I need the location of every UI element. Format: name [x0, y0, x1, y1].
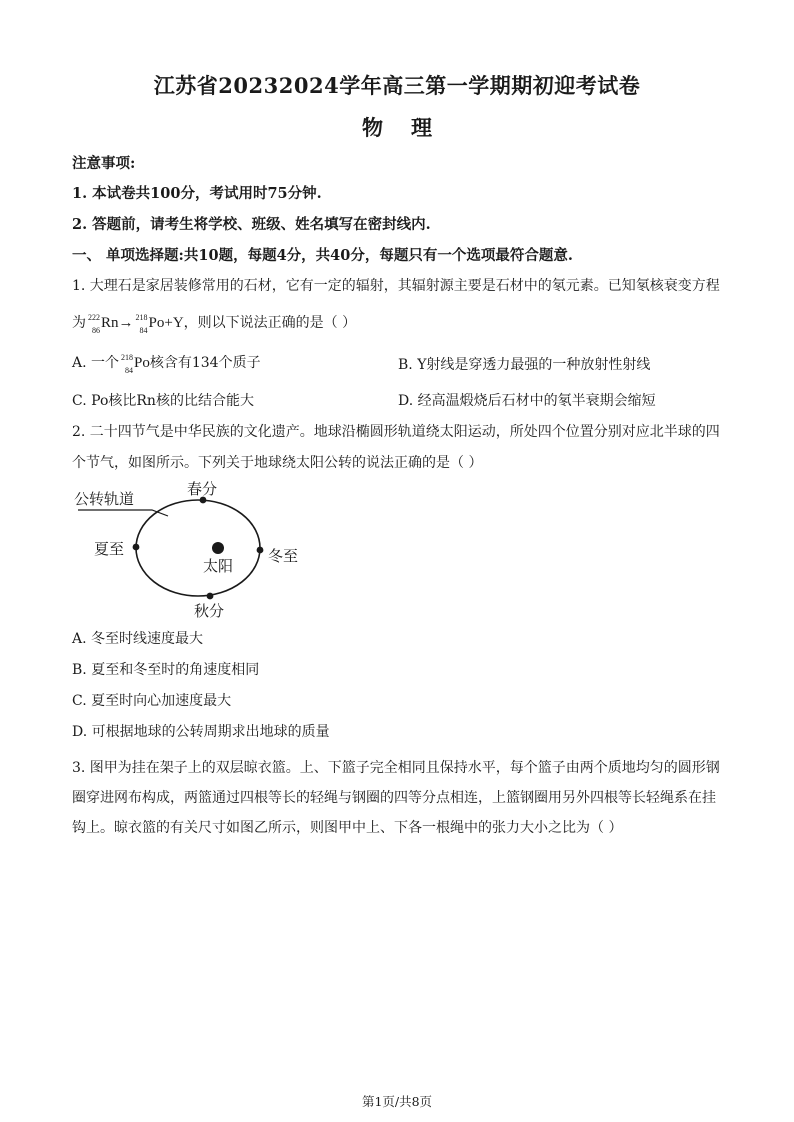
rn-atomic-number: 86	[92, 325, 100, 335]
po-symbol: Po	[148, 315, 165, 331]
orbit-diagram	[70, 476, 320, 626]
q3-stem-line1: 3. 图甲为挂在架子上的双层晾衣篮。上、下篮子完全相同且保持水平，每个篮子由两个质地均匀的圆形钢	[72, 760, 720, 776]
q1-option-a-post: 核含有134个质子	[149, 355, 261, 371]
subject-char-1: 物	[362, 115, 383, 140]
orbit-label: 公转轨道	[74, 490, 135, 508]
q2-option-c[interactable]: C. 夏至时向心加速度最大	[72, 693, 232, 709]
decay-equation	[86, 312, 184, 335]
sun-label: 太阳	[203, 557, 234, 575]
po-atomic-number-a: 84	[125, 365, 134, 375]
page-number: 第1页/共8页	[361, 1094, 433, 1109]
rn-nuclide-indices	[86, 313, 100, 335]
rn-symbol: Rn	[101, 315, 119, 331]
notes-item-2: 2. 答题前，请考生将学校、班级、姓名填写在密封线内.	[72, 216, 431, 233]
q1-option-c[interactable]: C. Po核比Rn核的比结合能大	[72, 393, 254, 409]
winter-label: 冬至	[268, 547, 299, 565]
q3-stem-line2: 圈穿进网布构成，两篮通过四根等长的轻绳与钢圈的四等分点相连，上篮钢圈用另外四根等长轻绳系在挂	[72, 790, 716, 806]
q1-prefix: 为	[72, 315, 86, 331]
po-mass-number-a: 218	[121, 352, 134, 362]
q1-stem-line1: 1. 大理石是家居装修常用的石材，它有一定的辐射，其辐射源主要是石材中的氡元素。已知氡核衰变方程	[72, 278, 720, 294]
exam-title: 江苏省20232024学年高三第一学期期初迎考试卷	[153, 73, 641, 98]
po-nuclide-indices	[134, 313, 148, 335]
sun-icon	[212, 542, 224, 554]
q3-stem-line3: 钩上。晾衣篮的有关尺寸如图乙所示，则图甲中上、下各一根绳中的张力大小之比为（ ）	[72, 820, 623, 836]
notes-heading: 注意事项:	[72, 155, 136, 172]
notes-item-1: 1. 本试卷共100分，考试用时75分钟.	[72, 185, 322, 202]
q1-suffix: ，则以下说法正确的是（ ）	[183, 315, 357, 331]
q2-stem-line2: 个节气，如图所示。下列关于地球绕太阳公转的说法正确的是（ ）	[72, 455, 483, 471]
subject-title	[0, 112, 794, 142]
q2-option-b[interactable]: B. 夏至和冬至时的角速度相同	[72, 662, 260, 678]
po-mass-number: 218	[135, 312, 148, 322]
autumn-label: 秋分	[194, 602, 225, 620]
q1-option-a-nuclide	[119, 352, 150, 375]
q1-option-a-pre: A. 一个	[72, 355, 120, 371]
winter-point	[257, 547, 264, 554]
po-nuclide-indices-a	[119, 353, 133, 375]
orbit-ellipse	[136, 500, 260, 596]
plus-y: +Y	[164, 315, 184, 331]
subject-char-2: 理	[411, 115, 432, 140]
section-heading: 一、 单项选择题:共10题，每题4分，共40分，每题只有一个选项最符合题意.	[72, 247, 573, 264]
po-symbol-a: Po	[134, 355, 150, 371]
q2-option-a[interactable]: A. 冬至时线速度最大	[72, 631, 204, 647]
summer-point	[133, 544, 140, 551]
summer-label: 夏至	[94, 540, 125, 558]
q2-option-d[interactable]: D. 可根据地球的公转周期求出地球的质量	[72, 724, 330, 740]
q1-option-a[interactable]	[72, 352, 261, 375]
po-atomic-number: 84	[139, 325, 148, 335]
rn-mass-number: 222	[88, 312, 100, 322]
q2-stem-line1: 2. 二十四节气是中华民族的文化遗产。地球沿椭圆形轨道绕太阳运动，所处四个位置分别对应北半球的四	[72, 424, 720, 440]
q1-option-b[interactable]: B. Y射线是穿透力最强的一种放射性射线	[398, 357, 651, 373]
decay-arrow: →	[118, 315, 134, 331]
q1-stem-line2	[72, 312, 356, 335]
spring-label: 春分	[187, 480, 218, 498]
autumn-point	[207, 593, 214, 600]
q1-option-d[interactable]: D. 经高温煅烧后石材中的氡半衰期会缩短	[398, 393, 656, 409]
